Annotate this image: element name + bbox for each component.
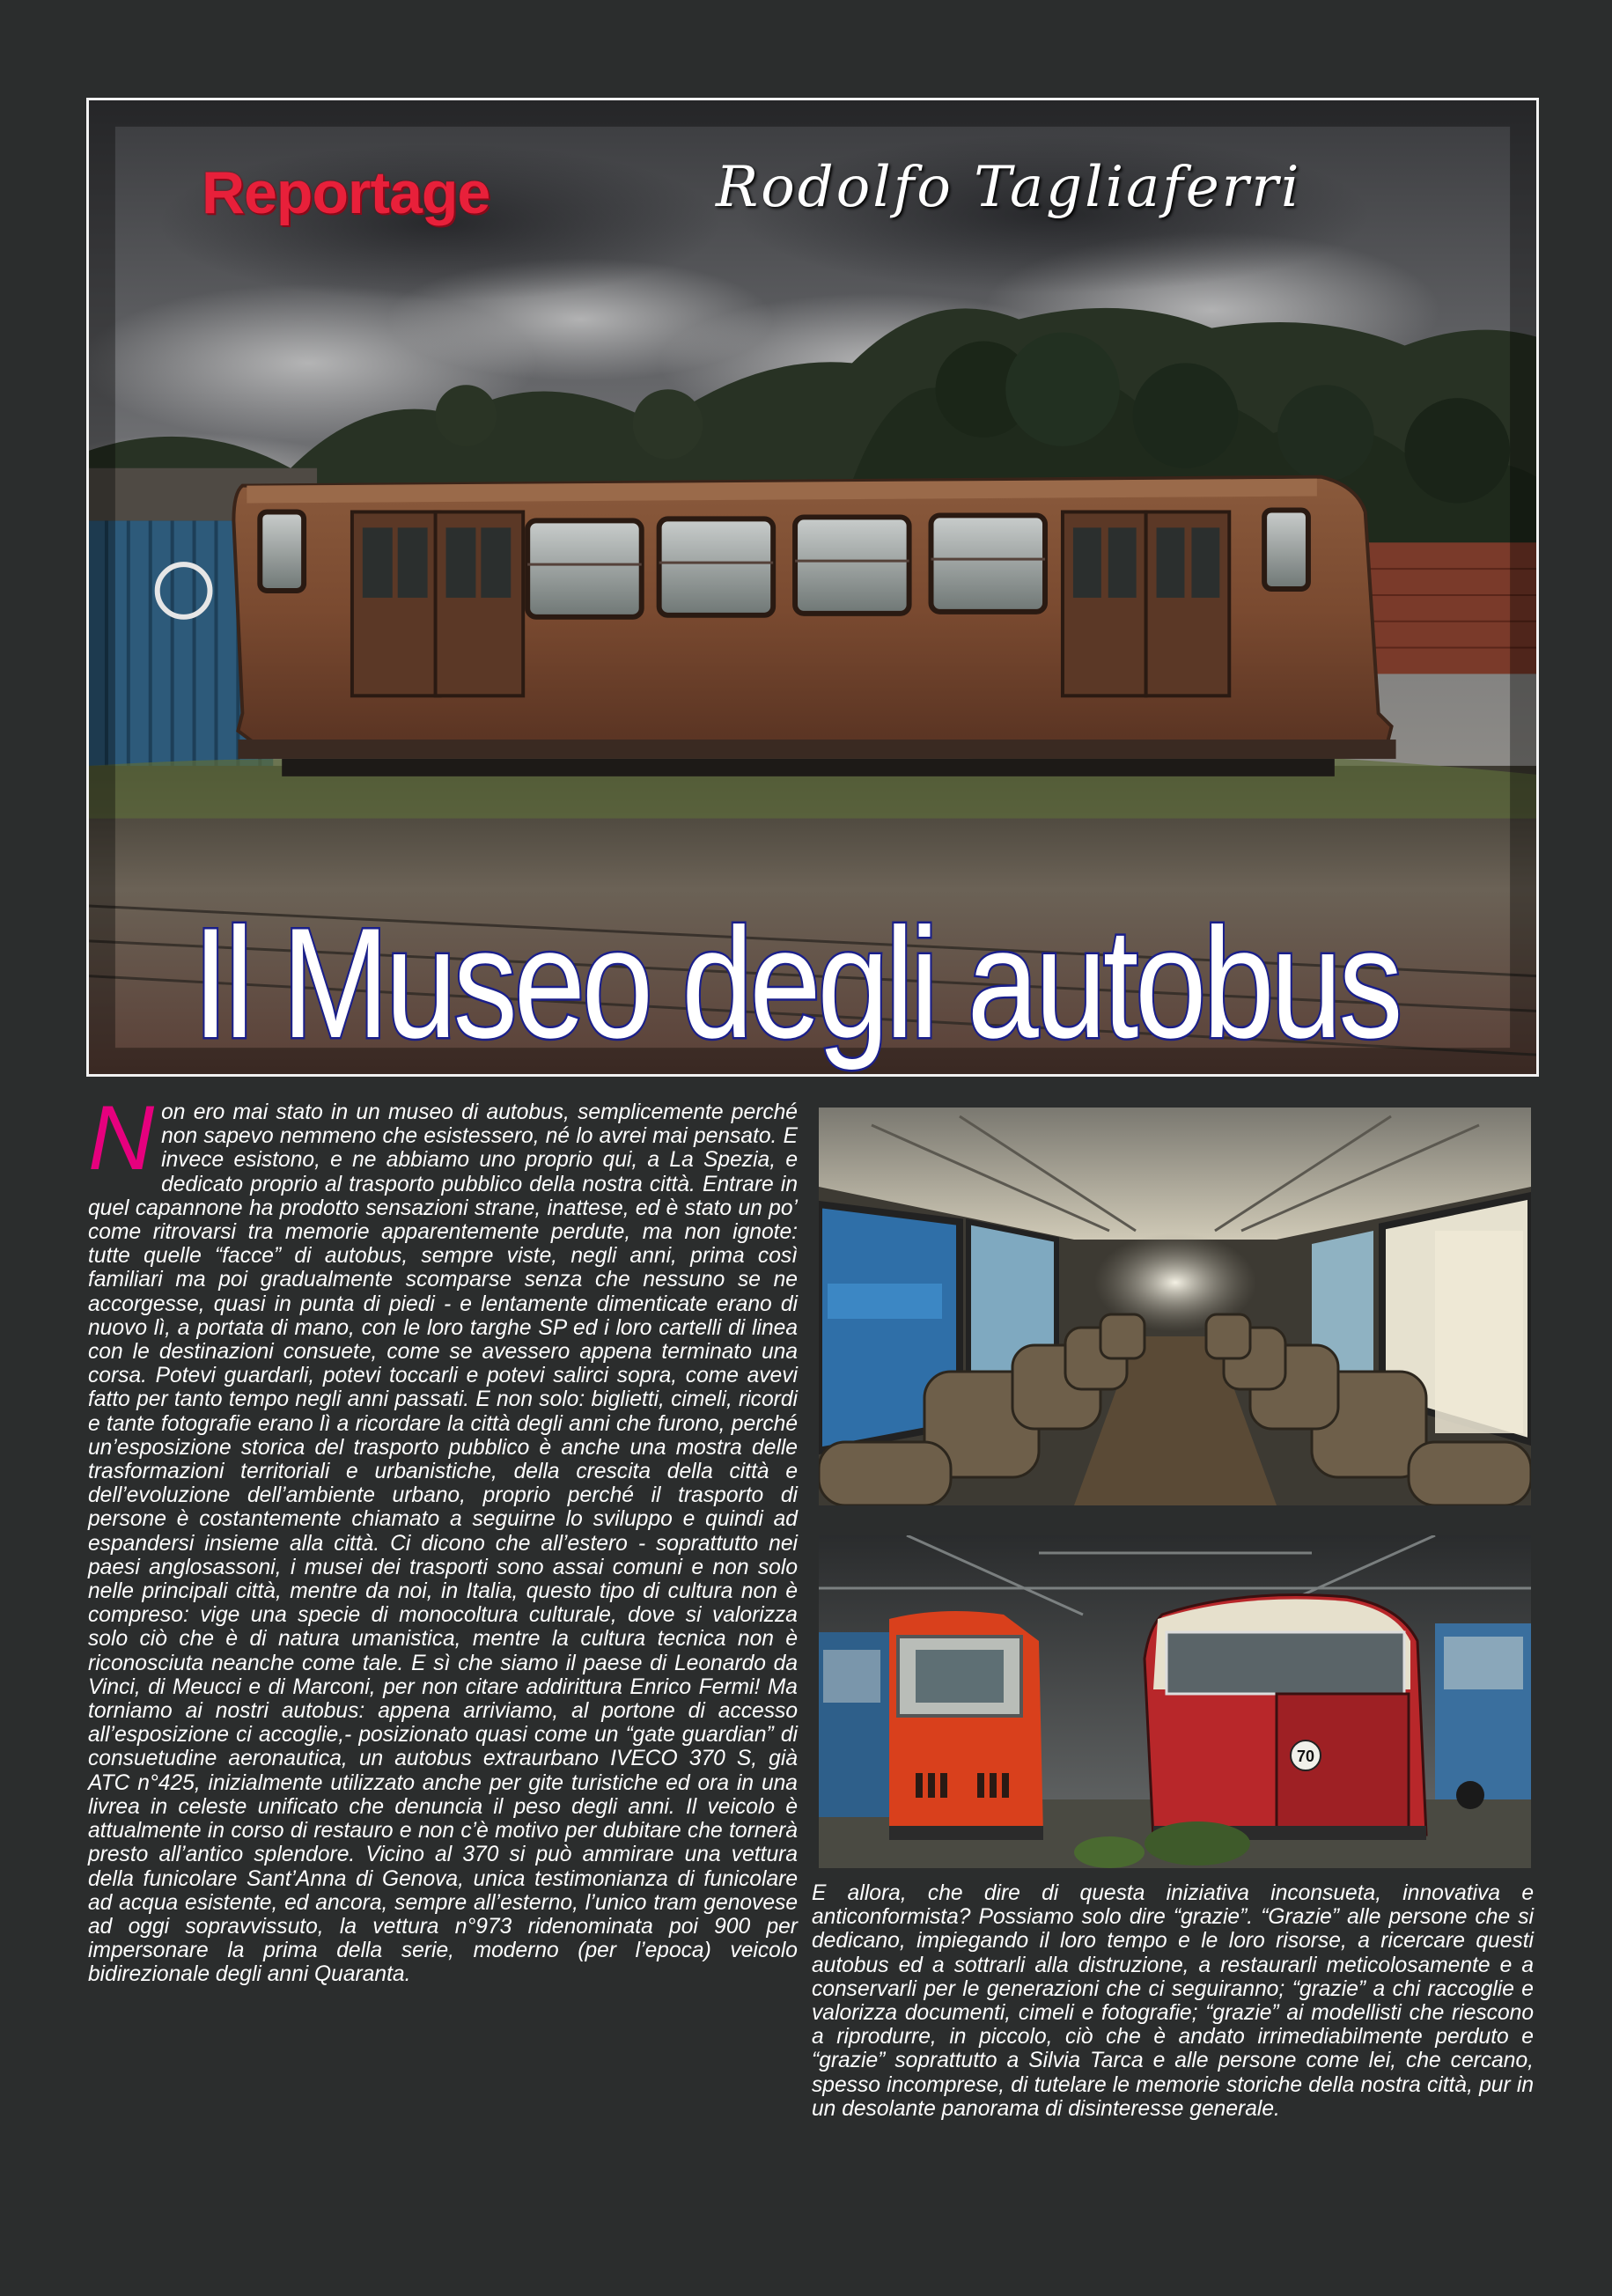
article-left-column bbox=[88, 1087, 798, 1987]
drop-cap: N bbox=[88, 1087, 155, 1189]
article-body-right: E allora, che dire di questa iniziativa inconsueta, innovativa e anticonformista? Possiamo solo dire “grazie”. “Grazie” alle persone che si dedicano, impiegando il loro tempo e le loro risorse, a ricercare questi autobus ed a sottrarli alla distruzione, a restaurarli meticolosamente e a conservarli per le generazioni che ci seguiranno; “grazie” a chi raccoglie e valorizza documenti, cimeli e fotografie; “grazie” ai modellisti che riescono a riprodurre, in piccolo, ciò che è andato irrimediabilmente perduto e “grazie” soprattutto a Silvia Tarca e alle persone come lei, che cercano, spesso incomprese, di tutelare le memorie storiche della nostra città, pur in un desolante panorama di disinteresse generale. bbox=[812, 1881, 1534, 2121]
article-text-left: on ero mai stato in un museo di autobus, semplicemente perché non sapevo nemmeno che esistessero, né lo avrei mai pensato. E invece esistono, e ne abbiamo uno proprio qui, a La Spezia, e dedicato proprio al trasporto pubblico della nostra città. Entrare in quel capannone ha prodotto sensazioni strane, inattese, ed è stato un po’ come ritrovarsi tra memorie apparentemente perdute, ma non ignote: tutte quelle “facce” di autobus, sempre viste, negli anni, prima così familiari ma poi gradualmente scomparse senza che nessuno se ne accorgesse, quasi in punta di piedi - e lentamente dimenticate erano di nuovo lì, a portata di mano, con le loro targhe SP ed i loro cartelli di linea con le destinazioni consuete, come se avessero appena terminato una corsa. Potevi guardarli, potevi toccarli e potevi salirci sopra, come avevi fatto per tanto tempo negli anni passati. E non solo: biglietti, cimeli, ricordi e tante fotografie erano lì a ricordare la città degli anni che furono, perché un’esposizione storica del trasporto pubblico è anche una mostra delle trasformazioni territoriali e urbanistiche, della crescita della città e dell’evoluzione dell’ambiente urbano, proprio perché il trasporto di persone è costantemente chiamato a seguirne lo sviluppo e quindi ad espandersi insieme alla città. Ci dicono che all’estero - soprattutto nei paesi anglosassoni, i musei dei trasporti sono assai comuni e non solo nelle principali città, mentre da noi, in Italia, questo tipo di cultura non è compreso: vige una specie di monocoltura culturale, dove si valorizza solo ciò che è di natura umanistica, mentre la cultura tecnica non è riconosciuta neanche come tale. E sì che siamo il paese di Leonardo da Vinci, di Meucci e di Marconi, per non citare addirittura Enrico Fermi! Ma torniamo ai nostri autobus: appena arriviamo, al portone di accesso all’esposizione ci accoglie,- posizionato quasi come un “gate guardian” di consuetudine aeronautica, un autobus extraurbano IVECO 370 S, già ATC n°425, inizialmente utilizzato anche per gite turistiche ed ora in una livrea in celeste unificato che denuncia il peso degli anni. Il veicolo è attualmente in corso di restauro e non c’è motivo per dubitare che tornerà presto all’antico splendore. Vicino al 370 si può ammirare una vettura della funicolare Sant’Anna di Genova, unica testimonianza di funicolare ad acqua esistente, ed ancora, sempre all’esterno, l’unico tram genovese ad oggi sopravvissuto, la vettura n°973 ridenominata poi 900 per impersonare la prima della serie, moderno (per l’epoca) veicolo bidirezionale degli anni Quaranta. bbox=[88, 1100, 798, 1987]
author-name: Rodolfo Tagliaferri bbox=[716, 155, 1302, 220]
route-number-badge: 70 bbox=[1296, 1748, 1315, 1765]
article-right-column bbox=[812, 1881, 1534, 2121]
page-title: Il Museo degli autobus bbox=[193, 895, 1400, 1071]
article-body-left bbox=[88, 1087, 798, 1987]
reportage-kicker: Reportage bbox=[202, 159, 490, 226]
bus-interior-photo bbox=[819, 1108, 1531, 1505]
red-buses-garage-photo bbox=[819, 1535, 1531, 1868]
hero-banner bbox=[86, 98, 1539, 1077]
